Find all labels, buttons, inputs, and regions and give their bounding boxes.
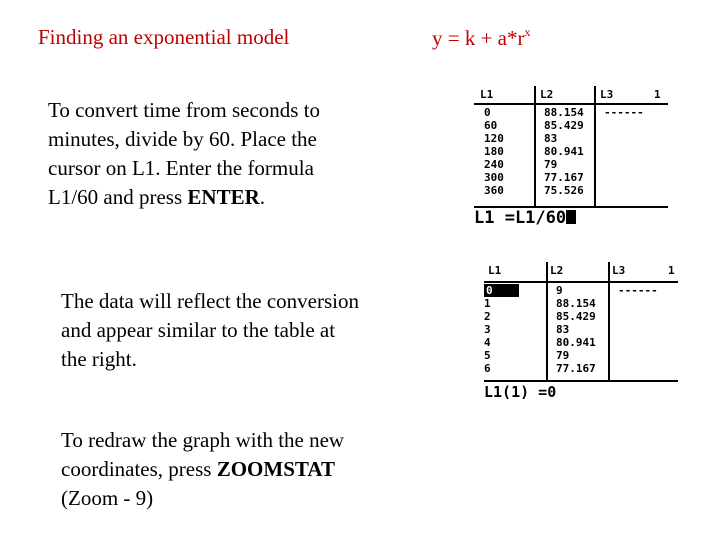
list-cell: 6: [484, 362, 491, 375]
list-cell: ------: [604, 106, 644, 119]
list-cell: 85.429: [544, 119, 584, 132]
list-cell: 77.167: [544, 171, 584, 184]
list-cell: 180: [484, 145, 504, 158]
model-equation: [432, 25, 531, 51]
list-l2-values: [544, 106, 584, 197]
list-cell: 2: [484, 310, 491, 323]
convert-text: To convert time from seconds to minutes, divide by 60. Place the cursor on L1. Enter the formula L1/60 and press: [48, 98, 321, 209]
equation-base: y = k + a*r: [432, 26, 525, 50]
list-cell: 300: [484, 171, 504, 184]
selected-cell: 0: [484, 284, 519, 297]
list-cell: 0: [484, 106, 491, 119]
equation-exponent: x: [524, 25, 531, 39]
list-cell: 88.154: [544, 106, 584, 119]
entry-line: L1(1) =0: [484, 383, 557, 401]
entry-line: [474, 208, 576, 228]
list-cell: [484, 284, 519, 297]
list-cell: 85.429: [556, 310, 596, 323]
convert-text-end: .: [259, 185, 266, 209]
list-cell: 80.941: [544, 145, 584, 158]
column-divider: [546, 262, 548, 380]
list-l3-values: [604, 106, 644, 119]
list-cell: 75.526: [544, 184, 584, 197]
list-cell: 88.154: [556, 297, 596, 310]
list-cell: 79: [544, 158, 558, 171]
list-l3-values: [618, 284, 658, 297]
list-l2-values: [556, 284, 596, 375]
list-cell: 9: [556, 284, 563, 297]
list-cell: 3: [484, 323, 491, 336]
instruction-convert: [48, 96, 348, 212]
list-l1-values: [484, 284, 519, 375]
enter-key-label: ENTER: [187, 185, 260, 209]
column-divider: [534, 86, 536, 206]
list-cell: 83: [544, 132, 558, 145]
header-l1: L1: [480, 88, 494, 101]
list-cell: 360: [484, 184, 504, 197]
list-cell: 60: [484, 119, 498, 132]
list-l1-values: [484, 106, 504, 197]
calculator-list-editor-after: [484, 262, 678, 406]
cursor-block-icon: [566, 210, 576, 224]
list-cell: 5: [484, 349, 491, 362]
list-cell: ------: [618, 284, 658, 297]
instruction-redraw: [61, 426, 361, 513]
calculator-list-editor-before: [474, 86, 668, 232]
list-cell: 79: [556, 349, 570, 362]
zoomstat-key-label: ZOOMSTAT: [216, 457, 335, 481]
list-cell: 4: [484, 336, 491, 349]
header-l2: L2: [550, 264, 564, 277]
header-divider: [474, 103, 668, 105]
entry-formula: L1 =L1/60: [474, 208, 567, 228]
list-cell: 77.167: [556, 362, 596, 375]
header-l1: L1: [488, 264, 502, 277]
header-l3: L3: [600, 88, 614, 101]
list-cell: 120: [484, 132, 504, 145]
redraw-text-end: (Zoom - 9): [61, 486, 154, 510]
column-divider: [594, 86, 596, 206]
header-list-number: 1: [654, 88, 661, 101]
header-divider: [484, 281, 678, 283]
list-cell: 1: [484, 297, 491, 310]
instruction-result: The data will reflect the conversion and appear similar to the table at the right.: [61, 289, 359, 371]
list-cell: 83: [556, 323, 570, 336]
redraw-text: To redraw the graph with the new coordinates, press: [61, 428, 345, 481]
list-cell: 80.941: [556, 336, 596, 349]
list-cell: 240: [484, 158, 504, 171]
header-l2: L2: [540, 88, 554, 101]
header-list-number: 1: [668, 264, 675, 277]
slide-title: Finding an exponential model: [38, 25, 290, 49]
column-divider: [608, 262, 610, 380]
header-l3: L3: [612, 264, 626, 277]
